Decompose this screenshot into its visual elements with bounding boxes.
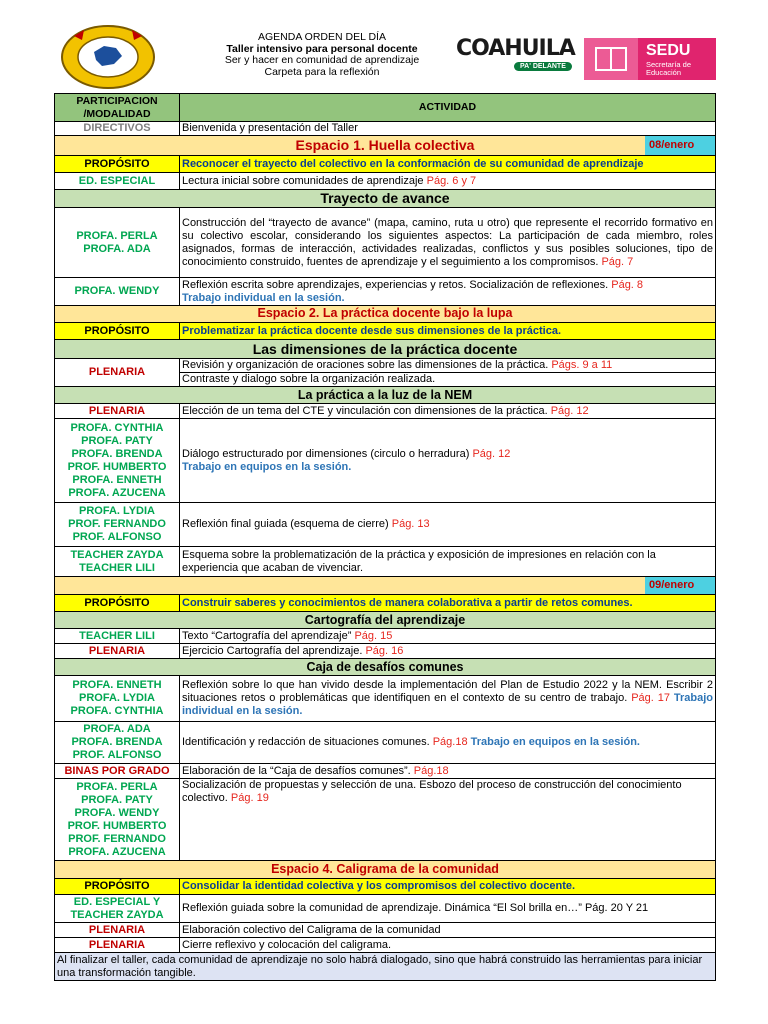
footer-row <box>55 953 716 981</box>
row-what: Esquema sobre la problematización de la práctica y exposición de impresiones en relación con la experiencia que acaban de vivenciar. <box>180 547 716 577</box>
row-who <box>55 895 180 923</box>
subsection-row <box>55 340 716 359</box>
name: PROF. ALFONSO <box>72 531 162 543</box>
date-row <box>55 577 716 595</box>
row-what <box>180 764 716 779</box>
sedu-logo <box>584 38 716 80</box>
row-who <box>55 547 180 577</box>
row-what <box>180 173 716 190</box>
section-espacio4 <box>55 861 716 879</box>
footer-note: Al finalizar el taller, cada comunidad de aprendizaje no solo habrá dialogado, sino que habrá construido las herramientas para iniciar una transformación tangible. <box>55 953 716 981</box>
section-row-espacio1 <box>55 136 716 156</box>
name: PROF. HUMBERTO <box>67 819 167 832</box>
page-ref: Pág.18 <box>432 736 468 748</box>
row-who: PLENARIA <box>55 644 180 659</box>
activity-text: Construcción del “trayecto de avance” (mapa, camino, ruta u otro) que represente el recorrido formativo en su colectivo escolar, considerando los siguientes aspectos: La participación de cada miembro, roles asignados, formas de interacción, actividades realizadas, conflictos y sus posibles soluciones, tipo de conocimiento construido, fuentes de aprendizaje y el seguimiento a los compromisos. <box>182 216 713 268</box>
row-who <box>55 676 180 722</box>
name: TEACHER ZAYDA <box>70 908 164 921</box>
page-ref: Pág. 7 <box>601 255 634 268</box>
name: PROFA. AZUCENA <box>68 486 166 499</box>
agenda-table <box>54 93 716 981</box>
row-what: Bienvenida y presentación del Taller <box>180 122 716 136</box>
table-row <box>55 503 716 547</box>
school-emblem-logo <box>60 24 156 90</box>
sedu-logo-name: SEDU <box>646 42 691 59</box>
activity-text: Ejercicio Cartografía del aprendizaje. <box>182 644 363 657</box>
activity-text: Texto “Cartografía del aprendizaje” <box>182 629 352 642</box>
proposito-text: Consolidar la identidad colectiva y los compromisos del colectivo docente. <box>180 879 716 895</box>
sedu-logo-subtitle <box>646 61 691 77</box>
subsection-cartografia: Cartografía del aprendizaje <box>55 612 716 629</box>
page-ref: Pág. 6 y 7 <box>426 174 477 187</box>
name: PROF. FERNANDO <box>68 518 166 530</box>
table-row <box>55 644 716 659</box>
date-badge: 08/enero <box>645 136 715 155</box>
row-who: TEACHER LILI <box>55 629 180 644</box>
row-who: ED. ESPECIAL <box>55 173 180 190</box>
row-who: PROFA. WENDY <box>55 278 180 306</box>
section-espacio1 <box>55 136 716 156</box>
sedu-sub-1: Secretaría de <box>646 60 692 69</box>
page-ref: Pág. 19 <box>230 792 269 804</box>
row-who <box>55 419 180 503</box>
name: PROFA. LYDIA <box>79 692 155 704</box>
name: PROFA. ENNETH <box>72 473 162 486</box>
page-ref: Pág. 15 <box>354 629 393 642</box>
row-what <box>180 779 716 861</box>
table-row <box>55 173 716 190</box>
row-what <box>180 722 716 764</box>
row-who <box>55 208 180 278</box>
name: PROFA. ADA <box>83 242 151 255</box>
activity-text: Reflexión escrita sobre aprendizajes, experiencias y retos. Socialización de reflexiones. <box>182 278 609 291</box>
sedu-mark-icon <box>584 38 638 80</box>
name: PROFA. LYDIA <box>79 505 155 517</box>
agenda-line-1: AGENDA ORDEN DEL DÍA <box>258 31 386 43</box>
page-ref: Pág. 12 <box>472 447 511 460</box>
row-who: PLENARIA <box>55 359 180 387</box>
row-what: Reflexión guiada sobre la comunidad de aprendizaje. Dinámica “El Sol brilla en…” Pág. 20 Y 21 <box>180 895 716 923</box>
coahuila-logo <box>456 36 580 76</box>
proposito-row <box>55 323 716 340</box>
page-header <box>0 0 768 92</box>
subsection-row <box>55 387 716 404</box>
table-row <box>55 722 716 764</box>
row-who: PLENARIA <box>55 923 180 938</box>
name: PROF. FERNANDO <box>68 832 166 845</box>
name: ED. ESPECIAL Y <box>73 895 161 908</box>
activity-text: Reflexión sobre lo que han vivido desde la implementación del Plan de Estudio 2022 y la NEM. Escribir 2 situaciones retos o problemáticas que identifiquen en el contexto de su centro de trabajo. <box>182 679 713 704</box>
proposito-row <box>55 156 716 173</box>
name: PROFA. BRENDA <box>71 447 163 460</box>
activity-text: Revisión y organización de oraciones sobre las dimensiones de la práctica. <box>182 359 549 371</box>
page-ref: Pág.18 <box>413 764 449 777</box>
row-what <box>180 629 716 644</box>
subsection-trayecto: Trayecto de avance <box>55 190 716 208</box>
proposito-row <box>55 879 716 895</box>
page-ref: Pág. 8 <box>611 278 644 291</box>
name: PROFA. PATY <box>81 793 153 806</box>
table-row <box>55 404 716 419</box>
section-title: Espacio 1. Huella colectiva <box>295 137 475 153</box>
name: PROFA. AZUCENA <box>68 845 166 858</box>
proposito-text: Problematizar la práctica docente desde sus dimensiones de la práctica. <box>180 323 716 340</box>
name: TEACHER ZAYDA <box>70 548 164 561</box>
activity-text: Elección de un tema del CTE y vinculación con dimensiones de la práctica. <box>182 404 548 417</box>
work-mode-note: Trabajo en equipos en la sesión. <box>470 736 640 748</box>
agenda-line-4: Carpeta para la reflexión <box>264 65 380 78</box>
table-row <box>55 419 716 503</box>
section-row-espacio4 <box>55 861 716 879</box>
name: PROFA. PATY <box>81 434 153 447</box>
proposito-label: PROPÓSITO <box>55 879 180 895</box>
proposito-text: Construir saberes y conocimientos de manera colaborativa a partir de retos comunes. <box>180 595 716 612</box>
name: PROF. HUMBERTO <box>67 460 167 473</box>
subsection-row <box>55 612 716 629</box>
row-who: BINAS POR GRADO <box>55 764 180 779</box>
activity-text: Socialización de propuestas y selección de una. Esbozo del proceso de construcción del conocimiento colectivo. <box>182 779 682 804</box>
name: PROFA. CYNTHIA <box>70 421 164 434</box>
col-header-participacion: PARTICIPACION /MODALIDAD <box>55 94 180 122</box>
coahuila-logo-tagline: PA' DELANTE <box>514 62 572 71</box>
table-row <box>55 938 716 953</box>
table-row <box>55 208 716 278</box>
table-row <box>55 779 716 861</box>
table-row <box>55 923 716 938</box>
row-what <box>180 359 716 373</box>
page-ref: Pág. 16 <box>365 644 404 657</box>
agenda-line-3: Ser y hacer en comunidad de aprendizaje <box>224 54 420 66</box>
activity-text: Identificación y redacción de situaciones comunes. <box>182 736 430 748</box>
work-mode-note: Trabajo individual en la sesión. <box>182 291 345 304</box>
coahuila-logo-name: COAHUILA <box>456 36 575 61</box>
table-row <box>55 895 716 923</box>
subsection-dimensiones: Las dimensiones de la práctica docente <box>55 340 716 359</box>
row-what <box>180 208 716 278</box>
name: PROFA. ADA <box>83 723 151 735</box>
name: PROFA. CYNTHIA <box>70 705 164 717</box>
row-what <box>180 419 716 503</box>
subsection-nem: La práctica a la luz de la NEM <box>55 387 716 404</box>
activity-text: Diálogo estructurado por dimensiones (circulo o herradura) <box>182 447 470 460</box>
table-header-row <box>55 94 716 122</box>
name: PROFA. BRENDA <box>71 736 163 748</box>
name: PROFA. PERLA <box>76 780 158 793</box>
section-espacio2 <box>55 306 716 323</box>
table-row <box>55 676 716 722</box>
row-what <box>180 503 716 547</box>
row-what: Cierre reflexivo y colocación del caligrama. <box>180 938 716 953</box>
section-title: Espacio 2. La práctica docente bajo la lupa <box>257 306 513 320</box>
table-row <box>55 122 716 136</box>
activity-text: Elaboración de la “Caja de desafíos comunes”. <box>182 764 411 777</box>
page-ref: Pág. 12 <box>550 404 589 417</box>
name: PROFA. PERLA <box>76 229 158 242</box>
section-title: Espacio 4. Caligrama de la comunidad <box>271 861 499 876</box>
subsection-row <box>55 659 716 676</box>
row-who <box>55 503 180 547</box>
row-what <box>180 676 716 722</box>
subsection-caja: Caja de desafíos comunes <box>55 659 716 676</box>
proposito-label: PROPÓSITO <box>55 323 180 340</box>
name: PROFA. ENNETH <box>72 679 162 691</box>
col-header-actividad: ACTIVIDAD <box>180 94 716 122</box>
subsection-row <box>55 190 716 208</box>
proposito-label: PROPÓSITO <box>55 595 180 612</box>
row-what <box>180 644 716 659</box>
activity-text: Reflexión final guiada (esquema de cierre) <box>182 518 389 530</box>
proposito-text: Reconocer el trayecto del colectivo en la conformación de su comunidad de aprendizaje <box>180 156 716 173</box>
date-badge: 09/enero <box>645 577 715 594</box>
table-row <box>55 278 716 306</box>
date-section <box>55 577 716 595</box>
row-what: Contraste y dialogo sobre la organización realizada. <box>180 373 716 387</box>
work-mode-note: Trabajo individual en la sesión. <box>182 692 714 717</box>
name: TEACHER LILI <box>79 561 155 574</box>
work-mode-note: Trabajo en equipos en la sesión. <box>182 460 352 473</box>
row-who: DIRECTIVOS <box>55 122 180 136</box>
row-who <box>55 722 180 764</box>
page-ref: Pág. 13 <box>391 518 430 530</box>
row-what <box>180 278 716 306</box>
name: PROFA. WENDY <box>74 806 160 819</box>
table-row <box>55 629 716 644</box>
name: PROF. ALFONSO <box>72 749 162 761</box>
proposito-label: PROPÓSITO <box>55 156 180 173</box>
table-row <box>55 547 716 577</box>
activity-text: Lectura inicial sobre comunidades de aprendizaje <box>182 174 424 187</box>
row-what <box>180 404 716 419</box>
table-row <box>55 764 716 779</box>
row-who: PLENARIA <box>55 938 180 953</box>
section-row-espacio2 <box>55 306 716 323</box>
proposito-row <box>55 595 716 612</box>
row-who: PLENARIA <box>55 404 180 419</box>
row-who <box>55 779 180 861</box>
page-ref: Págs. 9 a 11 <box>551 359 613 371</box>
page-ref: Pág. 17 <box>631 692 670 704</box>
table-row <box>55 359 716 373</box>
row-what: Elaboración colectivo del Caligrama de la comunidad <box>180 923 716 938</box>
sedu-sub-2: Educación <box>646 68 682 77</box>
agenda-title-block <box>190 32 454 78</box>
agenda-line-2: Taller intensivo para personal docente <box>226 42 418 55</box>
